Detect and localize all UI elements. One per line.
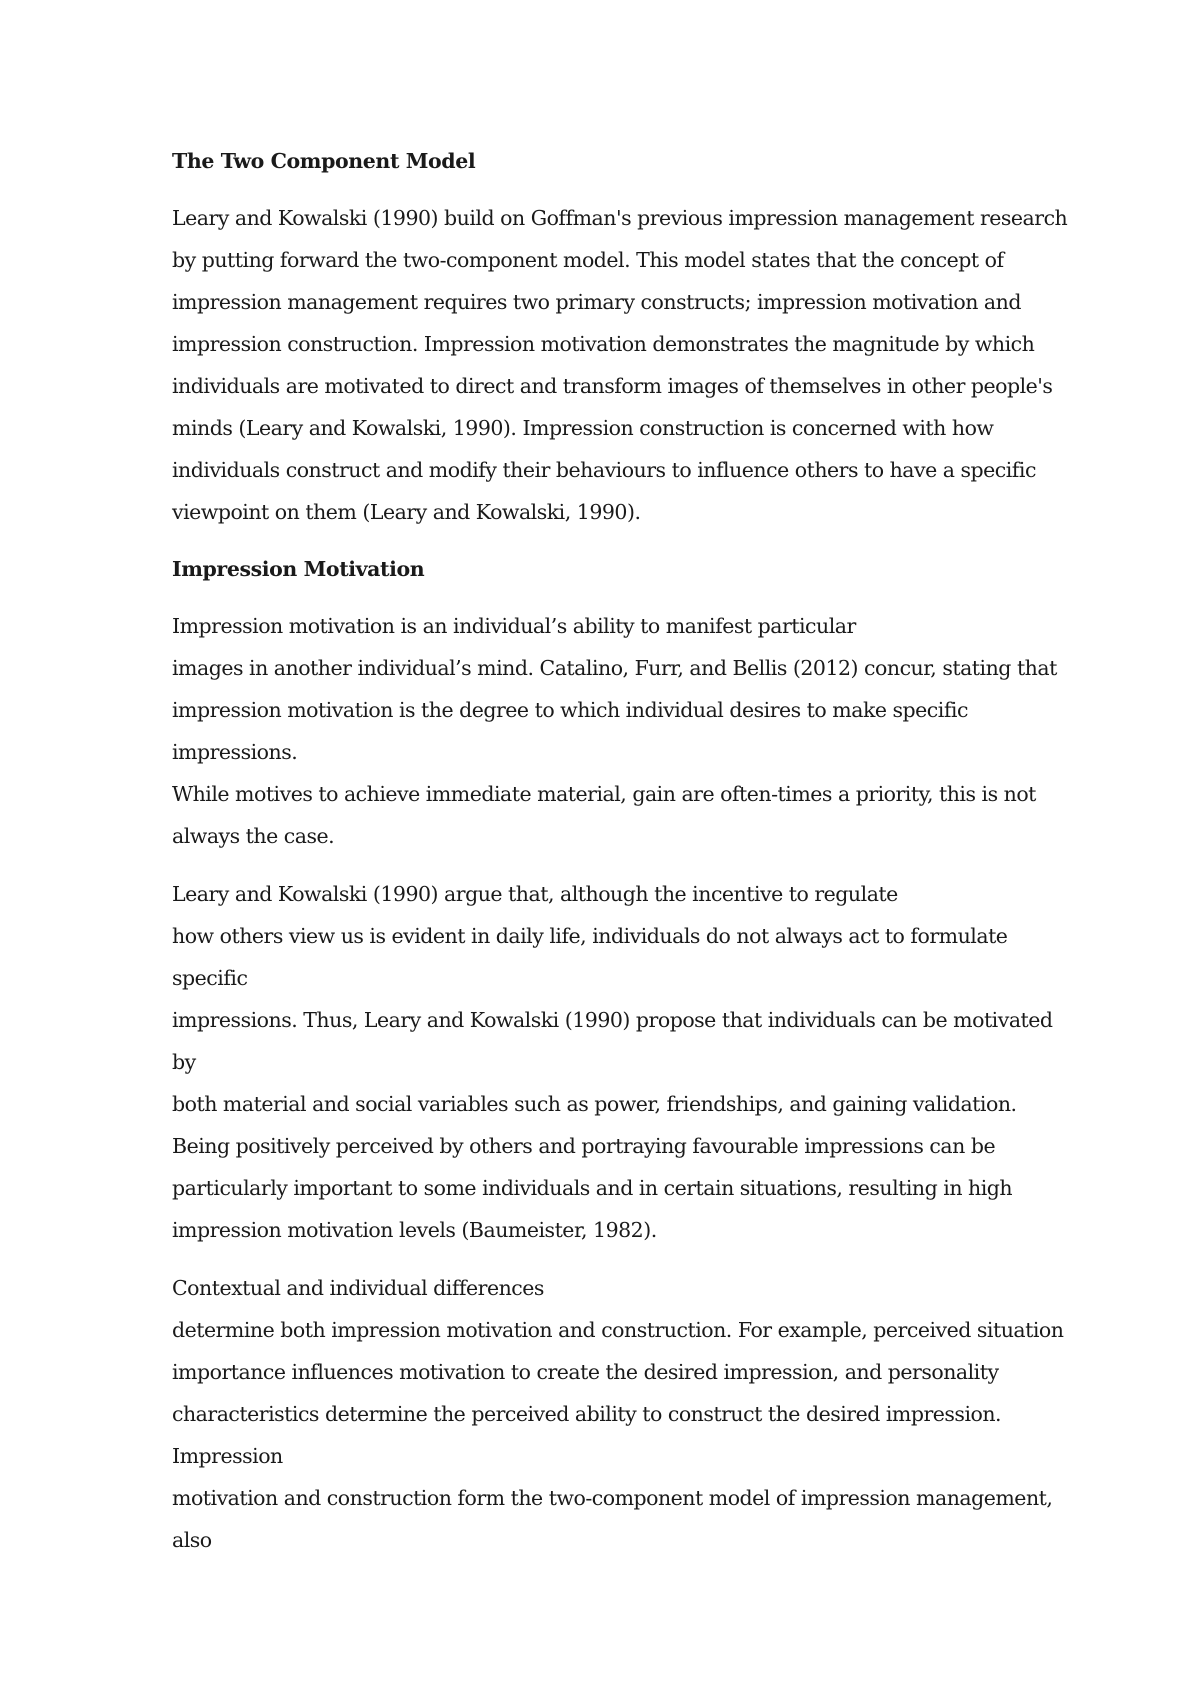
text-line: determine both impression motivation and construction. For example, perceived situation [172,1318,1064,1342]
document-page [172,140,1068,1561]
text-line: Being positively perceived by others and portraying favourable impressions can be [172,1134,996,1158]
text-line: impression management requires two primary constructs; impression motivation and [172,290,1021,314]
text-line: always the case. [172,824,335,848]
text-line: Leary and Kowalski (1990) build on Goffman's previous impression management research [172,206,1068,230]
paragraph-two-component-model [172,197,1068,533]
heading-two-component-model: The Two Component Model [172,149,476,173]
text-line: Leary and Kowalski (1990) argue that, although the incentive to regulate [172,882,898,906]
text-line: While motives to achieve immediate material, gain are often-times a priority, this is not [172,782,1036,806]
text-line: motivation and construction form the two-component model of impression management, [172,1486,1053,1510]
text-line: minds (Leary and Kowalski, 1990). Impression construction is concerned with how [172,416,994,440]
text-line: particularly important to some individuals and in certain situations, resulting in high [172,1176,1013,1200]
text-line: viewpoint on them (Leary and Kowalski, 1990). [172,500,641,524]
paragraph-leary-kowalski-argument [172,873,1052,1251]
text-line: impression motivation is the degree to which individual desires to make specific [172,698,968,722]
text-line: individuals are motivated to direct and transform images of themselves in other people's [172,374,1053,398]
text-line: impressions. Thus, Leary and Kowalski (1990) propose that individuals can be motivated [172,1008,1053,1032]
text-line: individuals construct and modify their behaviours to influence others to have a specific [172,458,1036,482]
text-line: impression construction. Impression motivation demonstrates the magnitude by which [172,332,1035,356]
text-line: images in another individual’s mind. Catalino, Furr, and Bellis (2012) concur, stating that [172,656,1057,680]
paragraph-contextual-differences [172,1267,1064,1561]
text-line: by putting forward the two-component model. This model states that the concept of [172,248,1004,272]
text-line: impressions. [172,740,298,764]
text-line: how others view us is evident in daily life, individuals do not always act to formulate [172,924,1008,948]
text-line: Impression [172,1444,283,1468]
paragraph-impression-motivation [172,605,1057,857]
heading-impression-motivation: Impression Motivation [172,557,425,581]
text-line: Impression motivation is an individual’s ability to manifest particular [172,614,856,638]
text-line: by [172,1050,196,1074]
text-line: both material and social variables such as power, friendships, and gaining validation. [172,1092,1017,1116]
text-line: Contextual and individual differences [172,1276,544,1300]
text-line: also [172,1528,212,1552]
text-line: importance influences motivation to create the desired impression, and personality [172,1360,999,1384]
text-line: impression motivation levels (Baumeister, 1982). [172,1218,657,1242]
text-line: characteristics determine the perceived ability to construct the desired impression. [172,1402,1002,1426]
text-line: specific [172,966,248,990]
